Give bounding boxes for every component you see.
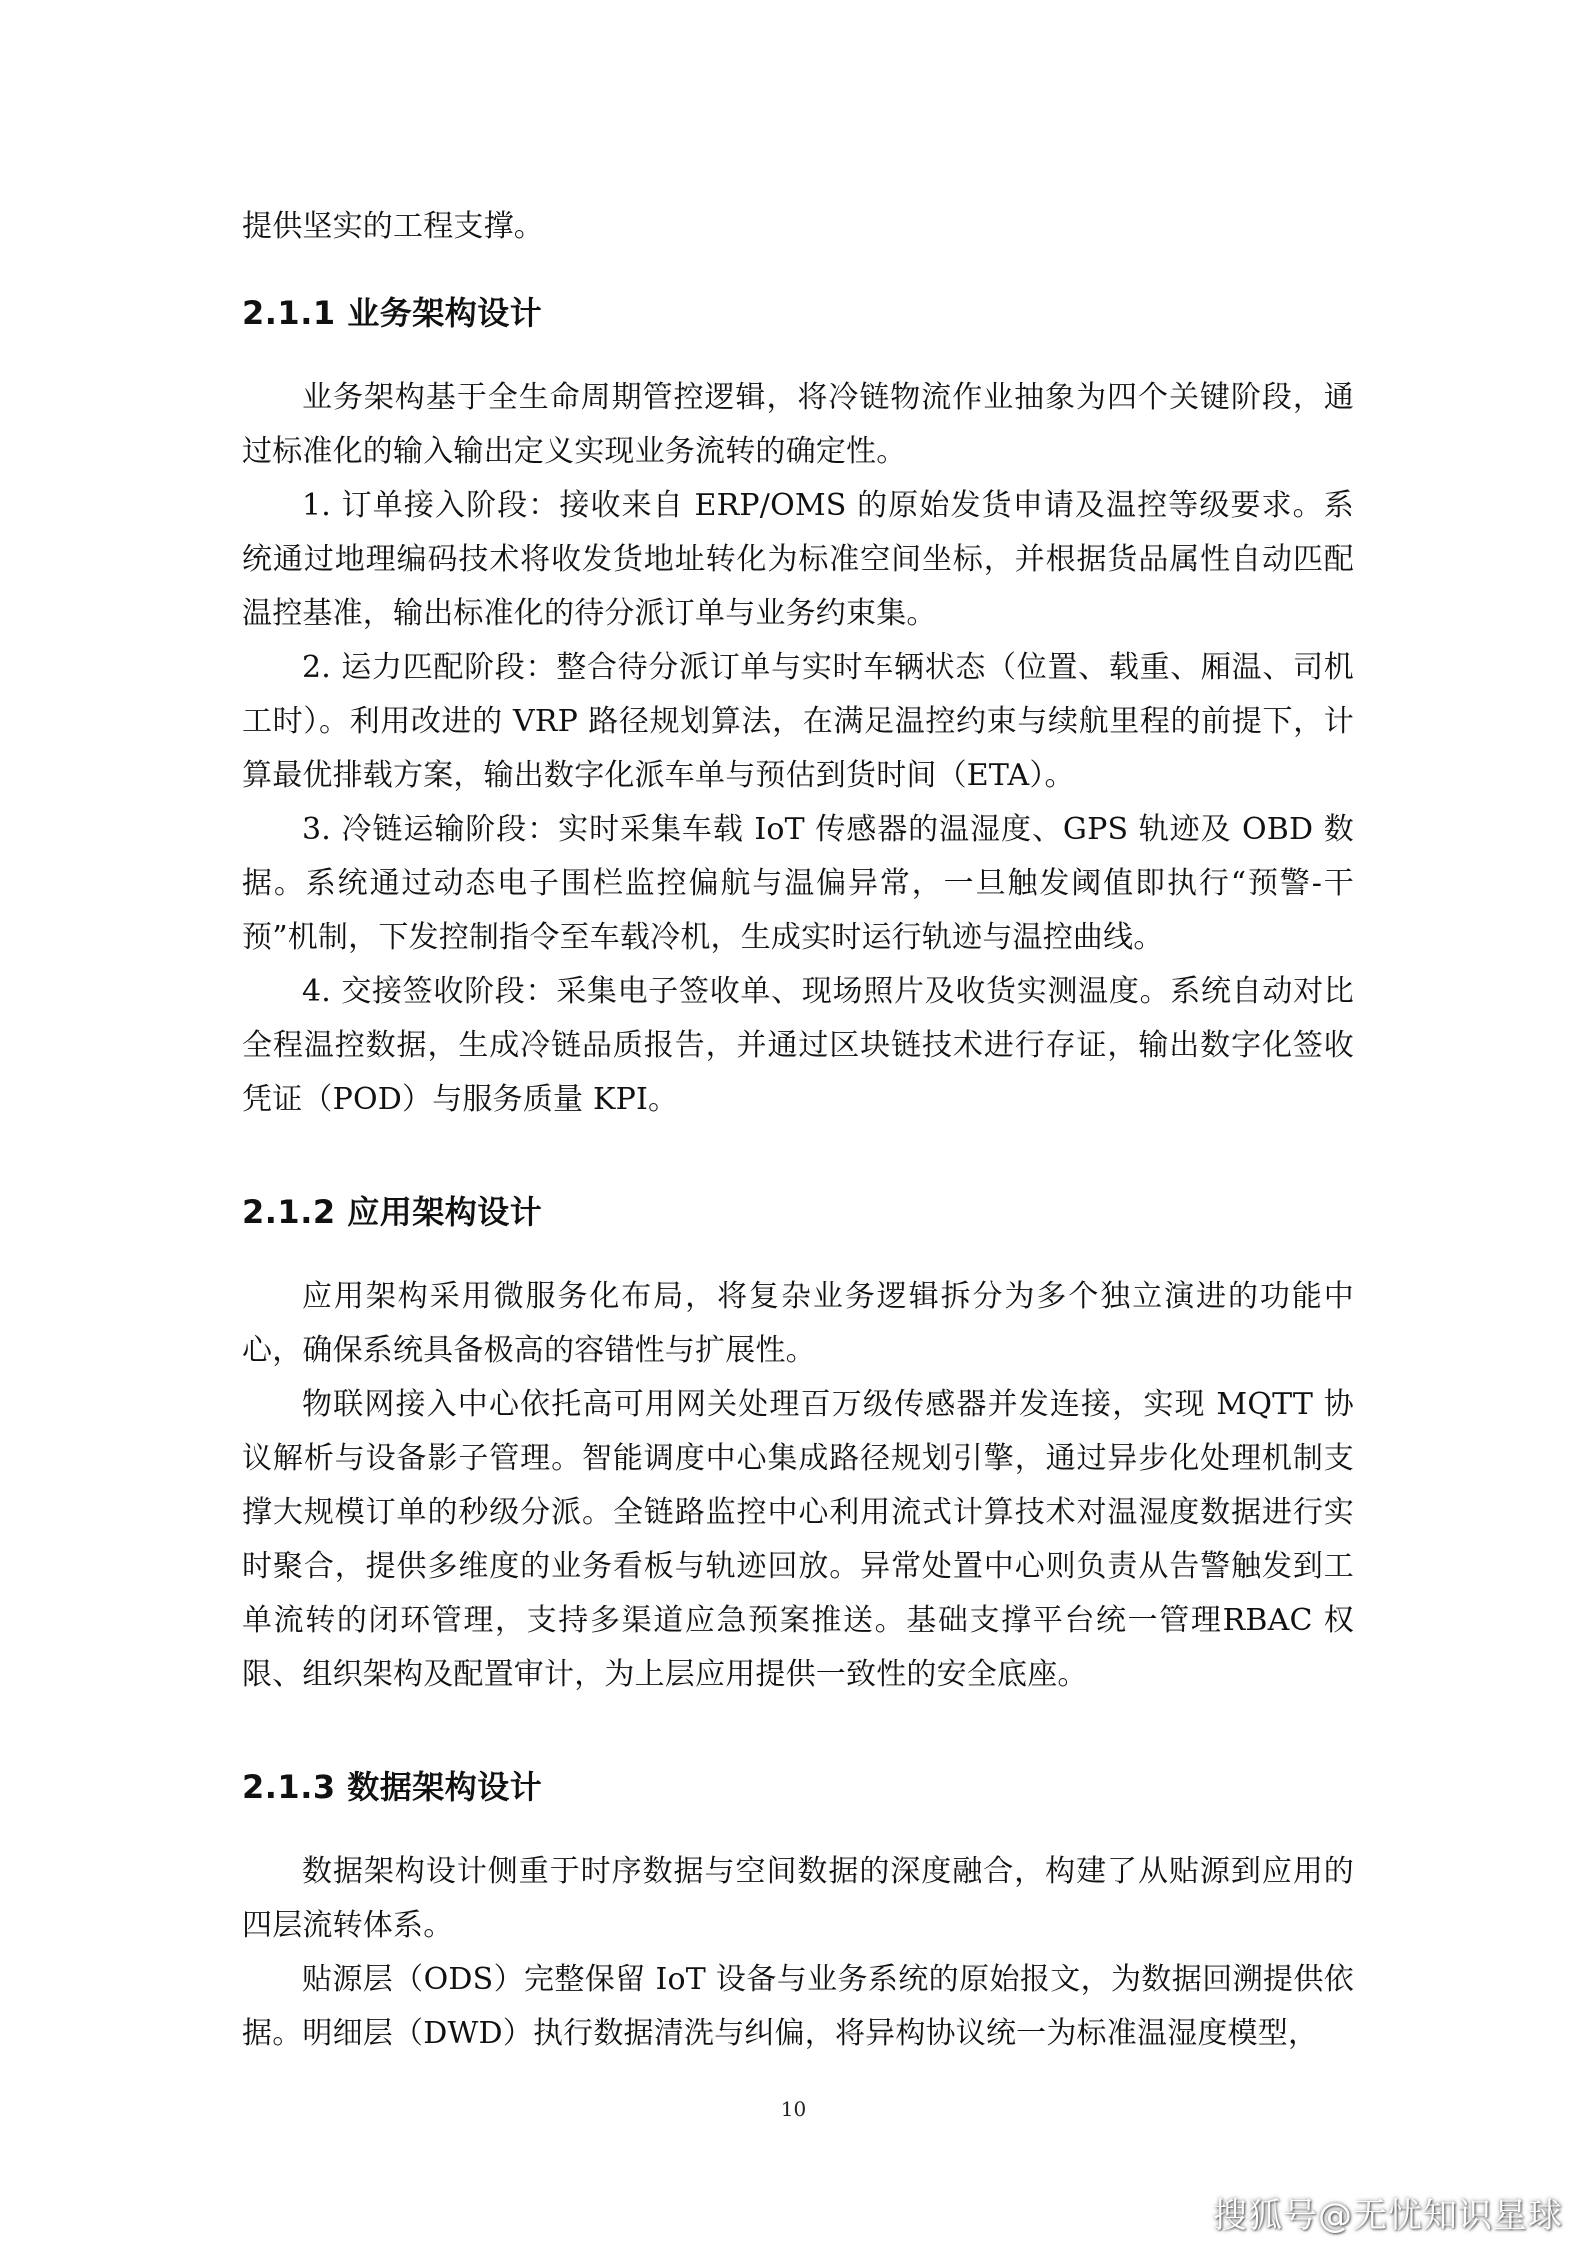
paragraph: 应用架构采用微服务化布局，将复杂业务逻辑拆分为多个独立演进的功能中心，确保系统具备极高的容错性与扩展性。: [242, 1279, 1354, 1368]
paragraph-stage-2: 2. 运力匹配阶段：整合待分派订单与实时车辆状态（位置、载重、厢温、司机工时）。利用改进的 VRP 路径规划算法，在满足温控约束与续航里程的前提下，计算最优排载方案，输出数字化派车单与预估到货时间（ETA）。: [242, 650, 1354, 793]
page-number: 10: [780, 2097, 807, 2121]
paragraph-stage-3: 3. 冷链运输阶段：实时采集车载 IoT 传感器的温湿度、GPS 轨迹及 OBD 数据。系统通过动态电子围栏监控偏航与温偏异常，一旦触发阈值即执行“预警-干预”机制，下发控制指令至车载冷机，生成实时运行轨迹与温控曲线。: [242, 812, 1354, 955]
section-heading-data-architecture: 2.1.3 数据架构设计: [242, 1768, 543, 1806]
paragraph-stage-1: 1. 订单接入阶段：接收来自 ERP/OMS 的原始发货申请及温控等级要求。系统通过地理编码技术将收发货地址转化为标准空间坐标，并根据货品属性自动匹配温控基准，输出标准化的待分派订单与业务约束集。: [242, 488, 1354, 631]
section-heading-business-architecture: 2.1.1 业务架构设计: [242, 294, 543, 332]
paragraph: 贴源层（ODS）完整保留 IoT 设备与业务系统的原始报文，为数据回溯提供依据。明细层（DWD）执行数据清洗与纠偏，将异构协议统一为标准温湿度模型，: [242, 1962, 1354, 2051]
paragraph: 业务架构基于全生命周期管控逻辑，将冷链物流作业抽象为四个关键阶段，通过标准化的输入输出定义实现业务流转的确定性。: [242, 380, 1354, 469]
paragraph-stage-4: 4. 交接签收阶段：采集电子签收单、现场照片及收货实测温度。系统自动对比全程温控数据，生成冷链品质报告，并通过区块链技术进行存证，输出数字化签收凭证（POD）与服务质量 KPI。: [242, 974, 1354, 1117]
watermark: 搜狐号@无忧知识星球: [1213, 2196, 1563, 2236]
paragraph: 数据架构设计侧重于时序数据与空间数据的深度融合，构建了从贴源到应用的四层流转体系。: [242, 1854, 1354, 1943]
intro-paragraph-tail: 提供坚实的工程支撑。: [242, 209, 544, 244]
page-content: [242, 200, 1354, 2061]
paragraph: 物联网接入中心依托高可用网关处理百万级传感器并发连接，实现 MQTT 协议解析与设备影子管理。智能调度中心集成路径规划引擎，通过异步化处理机制支撑大规模订单的秒级分派。全链路监控中心利用流式计算技术对温湿度数据进行实时聚合，提供多维度的业务看板与轨迹回放。异常处置中心则负责从告警触发到工单流转的闭环管理，支持多渠道应急预案推送。基础支撑平台统一管理RBAC 权限、组织架构及配置审计，为上层应用提供一致性的安全底座。: [242, 1387, 1354, 1692]
section-heading-application-architecture: 2.1.2 应用架构设计: [242, 1193, 543, 1231]
